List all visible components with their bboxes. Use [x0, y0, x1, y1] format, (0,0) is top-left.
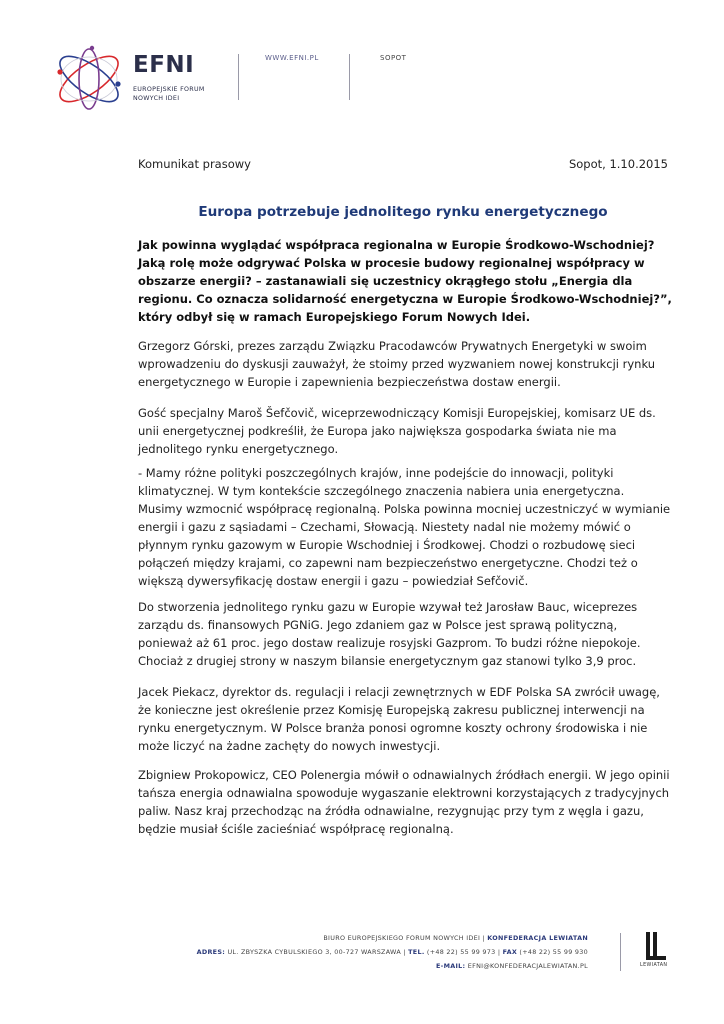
header-website-link[interactable]: WWW.EFNI.PL [265, 54, 319, 62]
body-paragraph: Zbigniew Prokopowicz, CEO Polenergia mówił o odnawialnych źródłach energii. W jego opinii tańsza energia odnawialna spowoduje wygaszanie elektrowni korzystających z tradycyjnych paliw. Nasz kraj przechodząc na źródła odnawialne, rezygnując przy tym z węgla i gazu, będzie musiał ściśle zacieśniać współpracę regionalną. [138, 768, 670, 836]
header-location: SOPOT [380, 54, 407, 62]
footer-address-label: ADRES: [196, 948, 226, 956]
footer-office-line [323, 934, 588, 943]
footer-contact-line [197, 948, 588, 957]
footer-office: BIURO EUROPEJSKIEGO FORUM NOWYCH IDEI | [323, 934, 485, 942]
body-paragraph: Do stworzenia jednolitego rynku gazu w Europie wzywał też Jarosław Bauc, wiceprezes zarządu ds. finansowych PGNiG. Jego zdaniem gaz w Polsce jest sprawą polityczną, ponieważ aż 61 proc. jego dostaw realizuje rosyjski Gazprom. To budzi różne niepokoje. Chociaż z drugiej strony w naszym bilansie energetycznym gaz stanowi tylko 3,9 proc. [138, 600, 641, 668]
body-paragraph: Jacek Piekacz, dyrektor ds. regulacji i relacji zewnętrznych w EDF Polska SA zwrócił uwagę, że konieczne jest określenie przez Komisję Europejską zakresu publicznej interwencji na rynku energetycznym. W Polsce branża ponosi ogromne koszty ochrony środowiska i nie może liczyć na żadne zachęty do nowych inwestycji. [138, 685, 660, 753]
logo-subtitle-line-2: NOWYCH IDEI [133, 94, 180, 102]
footer-email-link[interactable]: EFNI@KONFEDERACJALEWIATAN.PL [467, 962, 588, 970]
footer-fax: (+48 22) 55 99 930 [519, 948, 588, 956]
efni-logo-icon [52, 42, 126, 116]
body-paragraph: Gość specjalny Maroš Šefčovič, wiceprzewodniczący Komisji Europejskiej, komisarz UE ds. unii energetycznej podkreślił, że Europa jako największa gospodarka świata nie ma jednolitego rynku energetycznego. [138, 406, 656, 456]
lead-paragraph: Jak powinna wyglądać współpraca regionalna w Europie Środkowo-Wschodniej? Jaką rolę może odgrywać Polska w procesie budowy regionalnej współpracy w obszarze energii? – zastanawiali się uczestnicy okrągłego stołu „Energia dla regionu. Co oznacza solidarność energetyczna w Europie Środkowo-Wschodniej?”, który odbył się w ramach Europejskiego Forum Nowych Idei. [138, 238, 672, 324]
logo-wordmark: EFNI [133, 52, 195, 78]
lewiatan-wordmark: LEWIATAN [640, 963, 668, 968]
footer-organization: KONFEDERACJA LEWIATAN [487, 934, 588, 942]
footer-email-line [436, 962, 588, 971]
press-release-date: Sopot, 1.10.2015 [568, 157, 668, 171]
headline: Europa potrzebuje jednolitego rynku energetycznego [198, 204, 608, 220]
header-divider [349, 54, 350, 100]
header-divider [238, 54, 239, 100]
footer-fax-label: FAX [502, 948, 518, 956]
footer-address: UL. ZBYSZKA CYBULSKIEGO 3, 00-727 WARSZAWA | [227, 948, 406, 956]
footer-email-label: E-MAIL: [435, 962, 466, 970]
footer-tel-label: TEL. [408, 948, 425, 956]
body-paragraph: - Mamy różne polityki poszczególnych krajów, inne podejście do innowacji, polityki klimatycznej. W tym kontekście szczególnego znaczenia nabiera unia energetyczna. Musimy wzmocnić współpracę regionalną. Polska powinna mocniej uczestniczyć w wymianie energii i gazu z sąsiadami – Czechami, Słowacją. Niestety nadal nie możemy mówić o płynnym rynku gazowym w Europie Wschodniej i Środkowej. Chodzi o rozbudowę sieci połączeń między krajami, co zapewni nam bezpieczeństwo energetyczne. Chodzi też o większą dywersyfikację dostaw energii i gazu – powiedział Sefčovič. [138, 466, 671, 588]
press-release-label: Komunikat prasowy [138, 157, 251, 171]
logo-subtitle [133, 86, 243, 103]
logo-subtitle-line-1: EUROPEJSKIE FORUM [133, 86, 205, 93]
footer-divider [620, 933, 621, 971]
lewiatan-logo-icon [644, 932, 666, 960]
footer-tel: (+48 22) 55 99 973 | [426, 948, 501, 956]
body-paragraph: Grzegorz Górski, prezes zarządu Związku Pracodawców Prywatnych Energetyki w swoim wprowadzeniu do dyskusji zauważył, że stoimy przed wyzwaniem nowej konstrukcji rynku energetycznego w Europie i zapewnienia bezpieczeństwa dostaw energii. [138, 339, 656, 389]
